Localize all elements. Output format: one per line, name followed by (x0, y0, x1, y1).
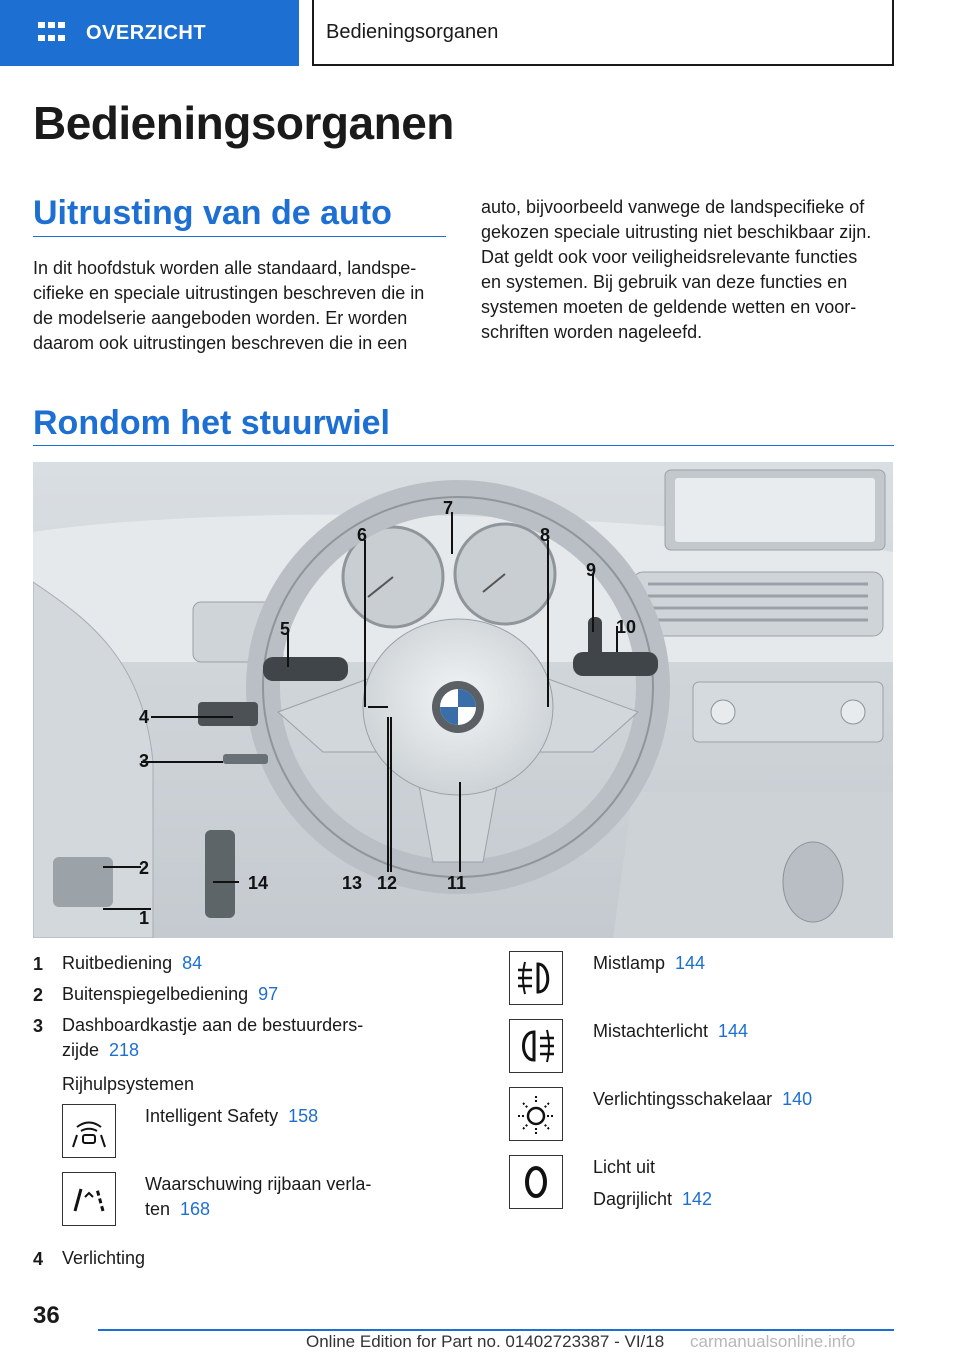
legend-item-rear-fog-light: Mistachterlicht 144 (593, 1021, 749, 1041)
legend-number: 4 (33, 1249, 44, 1269)
legend-number: 3 (33, 1016, 44, 1036)
callout-9: 9 (586, 560, 597, 580)
intro-text-col1: In dit hoofdstuk worden alle standaard, landspe‐ cifieke en speciale uitrustingen beschreven die in de modelserie aangeboden worden. Er worden daarom ook uitrustingen beschreven die in een (33, 258, 425, 353)
callout-14: 14 (248, 873, 269, 893)
watermark: carmanualsonline.info (690, 1332, 856, 1351)
callout-8: 8 (540, 525, 551, 545)
steering-wheel-illustration (33, 462, 893, 938)
intelligent-safety-icon (62, 1104, 116, 1158)
legend-item-lane-departure: Waarschuwing rijbaan verla‐ ten 168 (145, 1174, 372, 1219)
page-link[interactable]: 84 (182, 953, 203, 973)
page-number: 36 (33, 1302, 60, 1329)
callout-2: 2 (139, 858, 150, 878)
page-link[interactable]: 158 (288, 1106, 319, 1126)
breadcrumb-label: Bedieningsorganen (326, 20, 499, 43)
page-link[interactable]: 97 (258, 984, 279, 1004)
legend-item-daytime-running-lights: Dagrijlicht 142 (593, 1189, 713, 1209)
page-link[interactable]: 168 (180, 1199, 211, 1219)
section-rule (33, 445, 894, 446)
footer-rule (98, 1329, 894, 1331)
grid-icon (38, 22, 66, 44)
overview-tab[interactable] (0, 0, 299, 66)
legend-number: 2 (33, 985, 44, 1005)
callout-4: 4 (139, 707, 150, 727)
callout-5: 5 (280, 619, 291, 639)
section-rule (33, 236, 446, 237)
page-link[interactable]: 218 (109, 1040, 140, 1060)
overview-tab-label: OVERZICHT (86, 21, 207, 44)
lights-off-icon (509, 1155, 563, 1209)
legend-item-lighting: Verlichting (62, 1248, 146, 1268)
legend-item-lights-off: Licht uit (593, 1157, 656, 1177)
legend-subheading-driver-assist: Rijhulpsystemen (62, 1074, 195, 1094)
legend-number: 1 (33, 954, 44, 974)
rear-fog-light-icon (509, 1019, 563, 1073)
callout-10: 10 (616, 617, 637, 637)
intro-text-col2: auto, bijvoorbeeld vanwege de landspecifieke of gekozen speciale uitrusting niet beschikbaar zijn. Dat geldt ook voor veiligheidsrelevante functies en systemen. Bij gebruik van deze functies en systemen moeten de geldende wetten en voor‐ schriften worden nageleefd. (481, 197, 872, 342)
legend-item-glovebox: Dashboardkastje aan de bestuurders‐ zijde 218 (62, 1015, 364, 1060)
page-title: Bedieningsorganen (33, 97, 454, 149)
callout-12: 12 (377, 873, 398, 893)
legend-item-fog-light: Mistlamp 144 (593, 953, 706, 973)
callout-6: 6 (357, 525, 368, 545)
legend-item-mirror-controls: Buitenspiegelbediening 97 (62, 984, 279, 1004)
fog-light-icon (509, 951, 563, 1005)
legend-item-light-switch: Verlichtingsschakelaar 140 (593, 1089, 813, 1109)
callout-7: 7 (443, 498, 454, 518)
page-link[interactable]: 140 (782, 1089, 813, 1109)
page-link[interactable]: 142 (682, 1189, 713, 1209)
legend-item-intelligent-safety: Intelligent Safety 158 (145, 1106, 319, 1126)
callout-1: 1 (139, 908, 150, 928)
light-switch-icon (509, 1087, 563, 1141)
section-heading-equipment: Uitrusting van de auto (33, 194, 392, 232)
callout-11: 11 (447, 873, 467, 893)
page-link[interactable]: 144 (675, 953, 706, 973)
section-heading-steering-wheel: Rondom het stuurwiel (33, 404, 390, 442)
callout-13: 13 (342, 873, 363, 893)
footer-edition: Online Edition for Part no. 01402723387 - VI/18 (306, 1332, 665, 1351)
legend-item-window-controls: Ruitbediening 84 (62, 953, 203, 973)
page-link[interactable]: 144 (718, 1021, 749, 1041)
callout-3: 3 (139, 751, 150, 771)
lane-departure-warning-icon (62, 1172, 116, 1226)
breadcrumb[interactable] (312, 0, 894, 66)
